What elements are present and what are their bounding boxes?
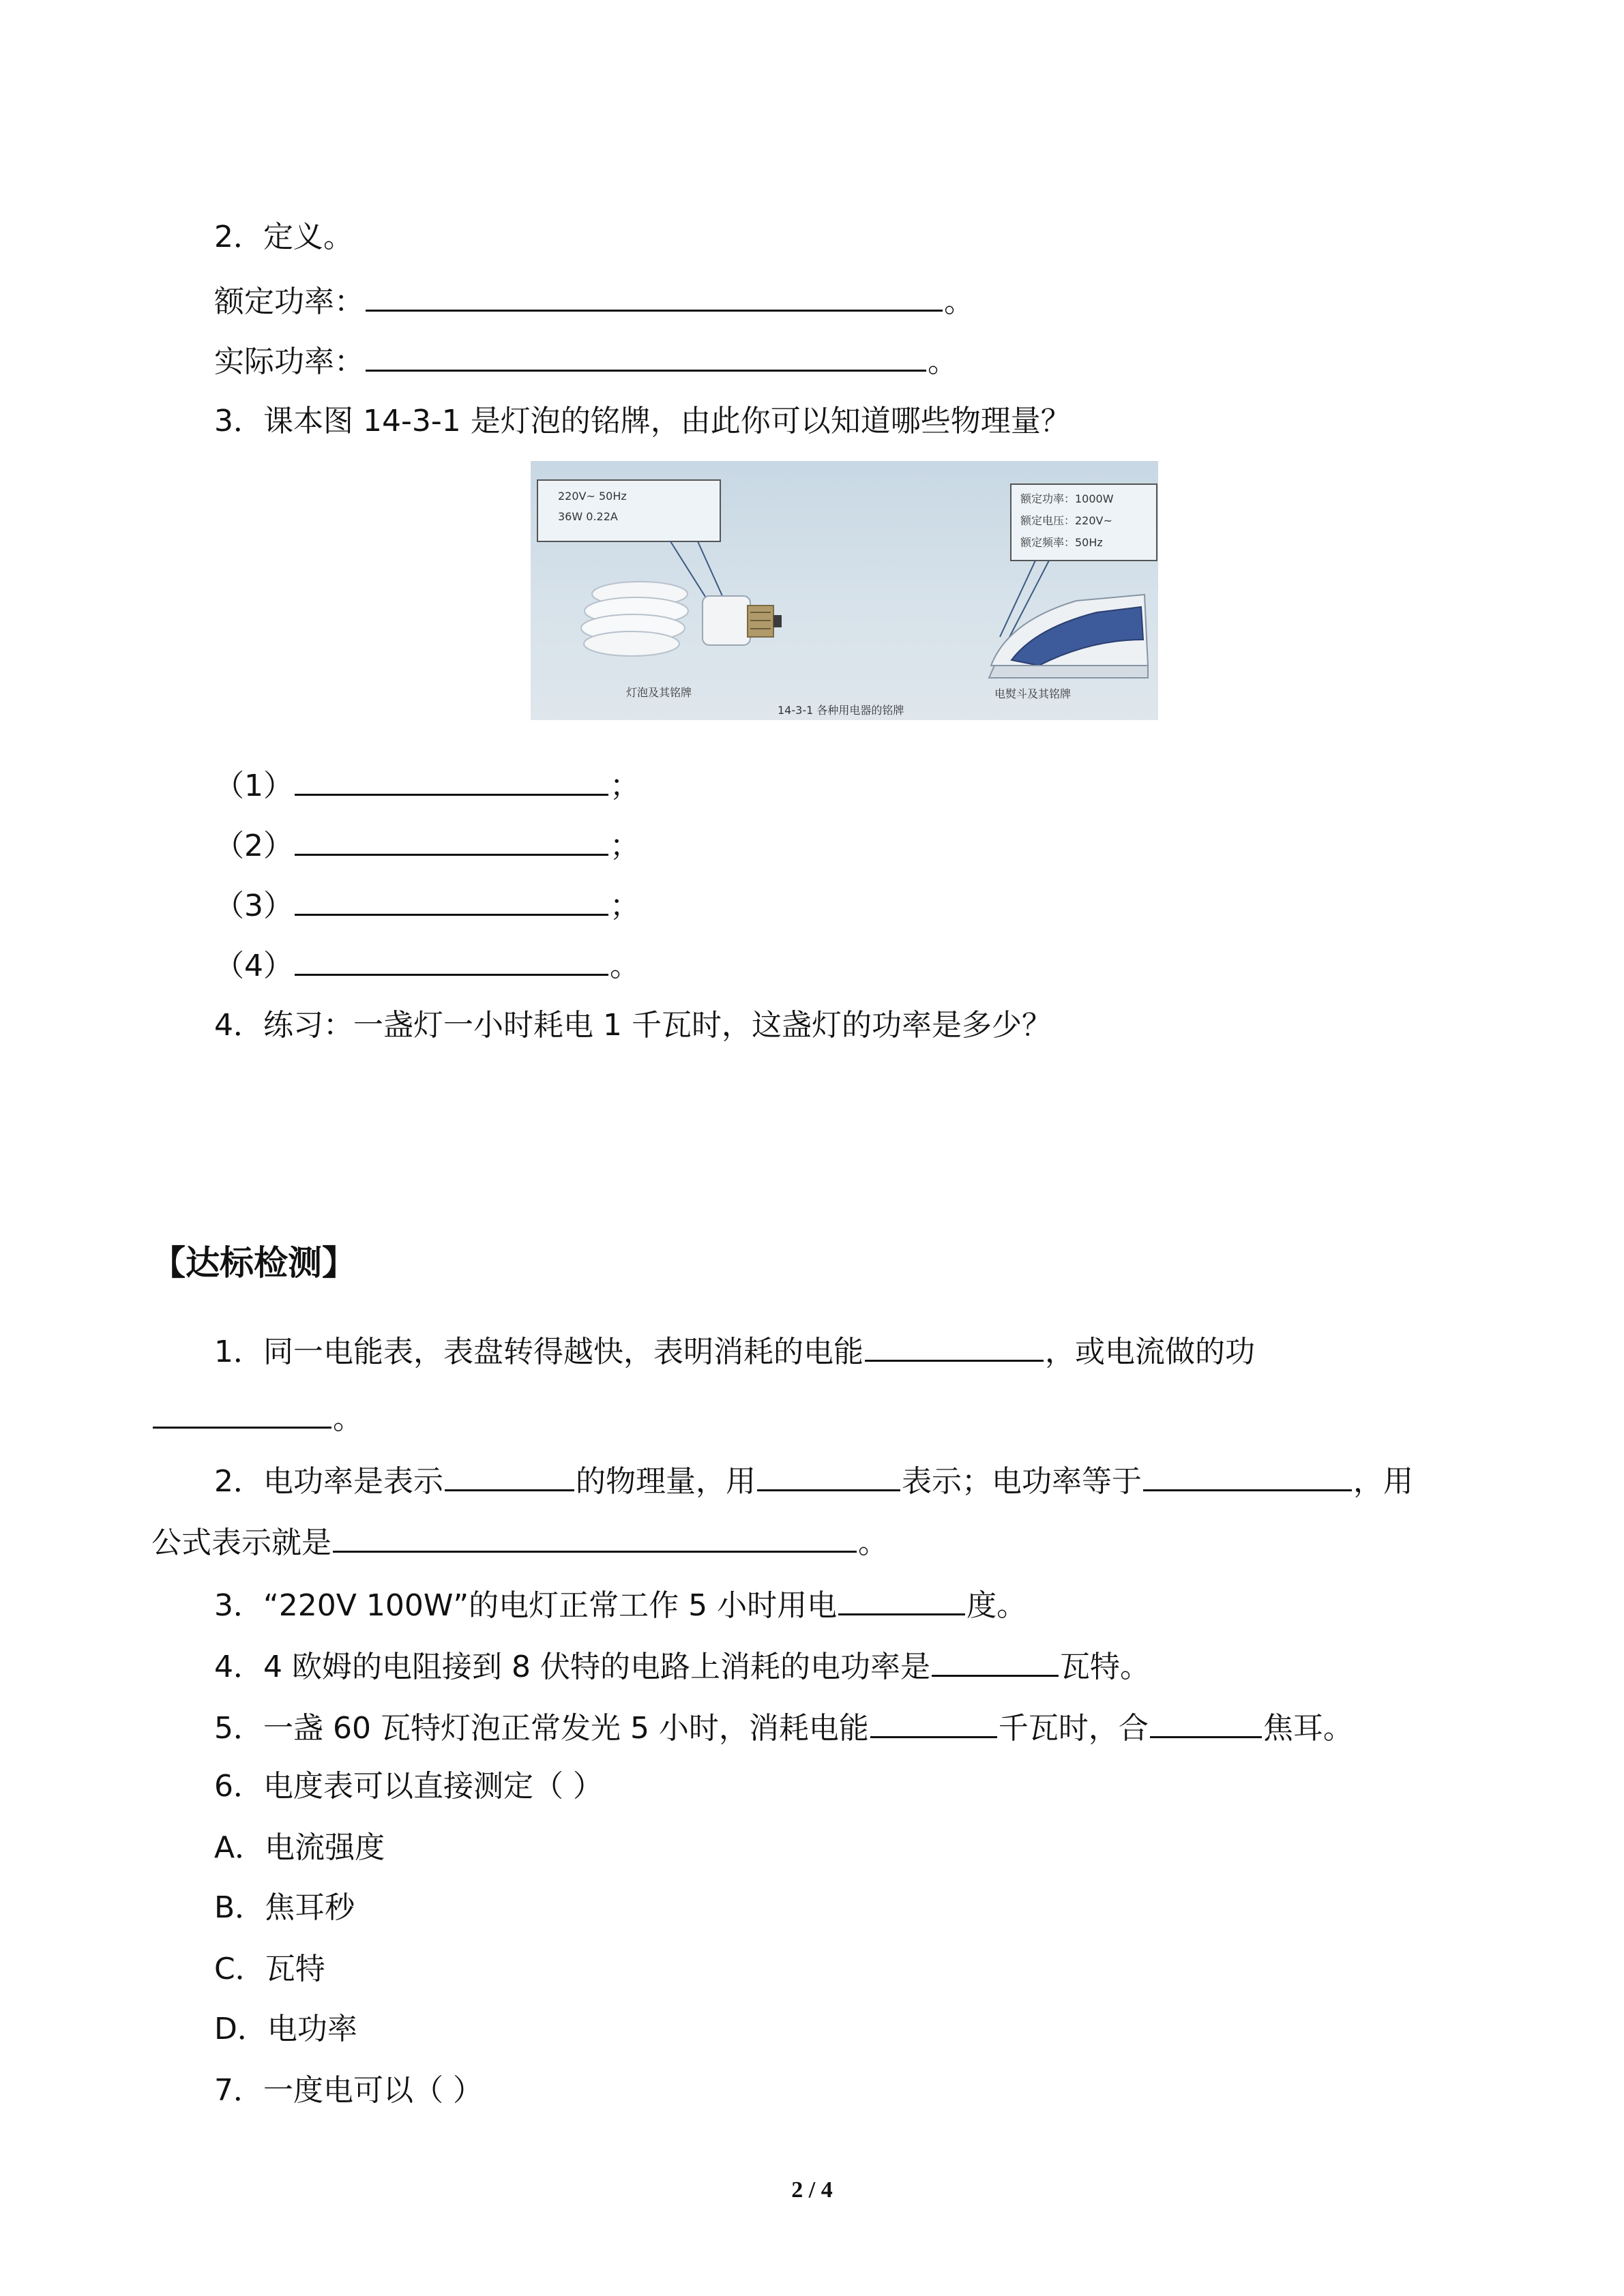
answer-3-blank[interactable] xyxy=(295,884,608,916)
test-2-blank-c[interactable] xyxy=(1143,1459,1352,1491)
iron-caption: 电熨斗及其铭牌 xyxy=(994,687,1072,700)
test-1-text-c: 。 xyxy=(333,1401,363,1436)
test-2-text-c: 表示；电功率等于 xyxy=(902,1464,1142,1499)
test-1-blank-b[interactable] xyxy=(153,1397,331,1429)
test-5-blank-a[interactable] xyxy=(870,1706,997,1738)
test-3-text-a: 3．“220V 100W”的电灯正常工作 5 小时用电 xyxy=(214,1588,838,1623)
test-2-line-a xyxy=(214,1459,1413,1502)
test-3-line xyxy=(214,1583,1027,1626)
test-4-text-b: 瓦特。 xyxy=(1059,1650,1150,1684)
answer-2-line xyxy=(214,824,640,867)
option-c-text: C．瓦特 xyxy=(214,1952,325,1986)
rated-power-line xyxy=(214,280,974,323)
answer-1-blank[interactable] xyxy=(295,764,608,796)
bulb-icon xyxy=(581,582,782,656)
answer-4-tail: 。 xyxy=(610,949,640,983)
iron-nameplate-line2: 额定电压：220V~ xyxy=(1020,514,1112,527)
option-c[interactable] xyxy=(214,1949,325,1990)
test-2-text-f: 。 xyxy=(858,1525,888,1560)
answer-4-label: （4） xyxy=(214,949,293,983)
test-1-text-a: 1．同一电能表，表盘转得越快，表明消耗的电能 xyxy=(214,1335,863,1369)
answer-3-line xyxy=(214,884,640,927)
question-3-text: 3．课本图 14-3-1 是灯泡的铭牌，由此你可以知道哪些物理量？ xyxy=(214,404,1071,438)
test-2-line-b xyxy=(151,1521,888,1564)
answer-2-tail: ； xyxy=(610,829,640,863)
option-a[interactable] xyxy=(214,1828,385,1868)
bulb-nameplate-line1: 220V~ 50Hz xyxy=(558,490,627,503)
bulb-nameplate-line2: 36W 0.22A xyxy=(558,510,618,523)
test-5-text-c: 焦耳。 xyxy=(1263,1711,1353,1746)
answer-4-line xyxy=(214,944,640,987)
figure-caption: 14-3-1 各种用电器的铭牌 xyxy=(778,704,904,717)
test-1-text-b: ，或电流做的功 xyxy=(1045,1335,1255,1369)
answer-3-tail: ； xyxy=(610,889,640,923)
rated-power-tail: 。 xyxy=(944,284,974,319)
answer-1-line xyxy=(214,764,640,807)
test-1-blank-a[interactable] xyxy=(865,1330,1044,1362)
rated-power-blank[interactable] xyxy=(366,280,943,312)
test-6-text: 6．电度表可以直接测定（ ） xyxy=(214,1769,603,1804)
test-1-line-a xyxy=(214,1330,1255,1373)
answer-2-label: （2） xyxy=(214,829,293,863)
test-4-line xyxy=(214,1645,1150,1688)
test-5-text-a: 5．一盏 60 瓦特灯泡正常发光 5 小时，消耗电能 xyxy=(214,1711,869,1746)
test-2-blank-d[interactable] xyxy=(333,1521,857,1553)
answer-3-label: （3） xyxy=(214,889,293,923)
test-7-text: 7．一度电可以（ ） xyxy=(214,2073,483,2108)
option-a-text: A．电流强度 xyxy=(214,1830,385,1865)
test-2-blank-a[interactable] xyxy=(445,1459,574,1491)
test-5-blank-b[interactable] xyxy=(1150,1706,1262,1738)
actual-power-label: 实际功率： xyxy=(214,344,364,379)
question-3 xyxy=(214,401,1071,442)
option-b[interactable] xyxy=(214,1888,355,1928)
definition-heading-text: 2．定义。 xyxy=(214,220,353,254)
test-4-blank[interactable] xyxy=(932,1645,1059,1677)
actual-power-blank[interactable] xyxy=(366,340,926,372)
nameplate-figure xyxy=(531,461,1158,720)
test-2-blank-b[interactable] xyxy=(757,1459,900,1491)
iron-nameplate-line3: 额定频率：50Hz xyxy=(1020,536,1103,549)
definition-heading xyxy=(214,217,353,258)
test-7-line xyxy=(214,2070,483,2111)
question-4-text: 4．练习：一盏灯一小时耗电 1 千瓦时，这盏灯的功率是多少？ xyxy=(214,1008,1052,1043)
test-1-line-b xyxy=(151,1397,363,1440)
test-2-text-d: ，用 xyxy=(1353,1464,1413,1499)
answer-1-label: （1） xyxy=(214,769,293,803)
answer-4-blank[interactable] xyxy=(295,944,608,976)
rated-power-label: 额定功率： xyxy=(214,284,364,319)
iron-nameplate-line1: 额定功率：1000W xyxy=(1020,492,1114,505)
test-2-text-a: 2．电功率是表示 xyxy=(214,1464,443,1499)
question-4 xyxy=(214,1005,1052,1046)
iron-icon xyxy=(989,595,1148,678)
actual-power-line xyxy=(214,340,958,383)
test-5-line xyxy=(214,1706,1353,1749)
actual-power-tail: 。 xyxy=(928,344,958,379)
option-d-text: D．电功率 xyxy=(214,2012,357,2046)
test-3-blank[interactable] xyxy=(838,1583,965,1615)
test-2-text-e: 公式表示就是 xyxy=(151,1525,331,1560)
test-4-text-a: 4．4 欧姆的电阻接到 8 伏特的电路上消耗的电功率是 xyxy=(214,1650,930,1684)
test-3-text-b: 度。 xyxy=(966,1588,1027,1623)
test-6-line xyxy=(214,1766,603,1807)
test-5-text-b: 千瓦时，合 xyxy=(998,1711,1149,1746)
page-number: 2 / 4 xyxy=(791,2177,833,2203)
test-2-text-b: 的物理量，用 xyxy=(576,1464,756,1499)
answer-2-blank[interactable] xyxy=(295,824,608,856)
section-title: 【达标检测】 xyxy=(151,1243,356,1283)
bulb-caption: 灯泡及其铭牌 xyxy=(626,686,692,699)
option-d[interactable] xyxy=(214,2009,357,2050)
answer-1-tail: ； xyxy=(610,769,640,803)
option-b-text: B．焦耳秒 xyxy=(214,1890,355,1925)
